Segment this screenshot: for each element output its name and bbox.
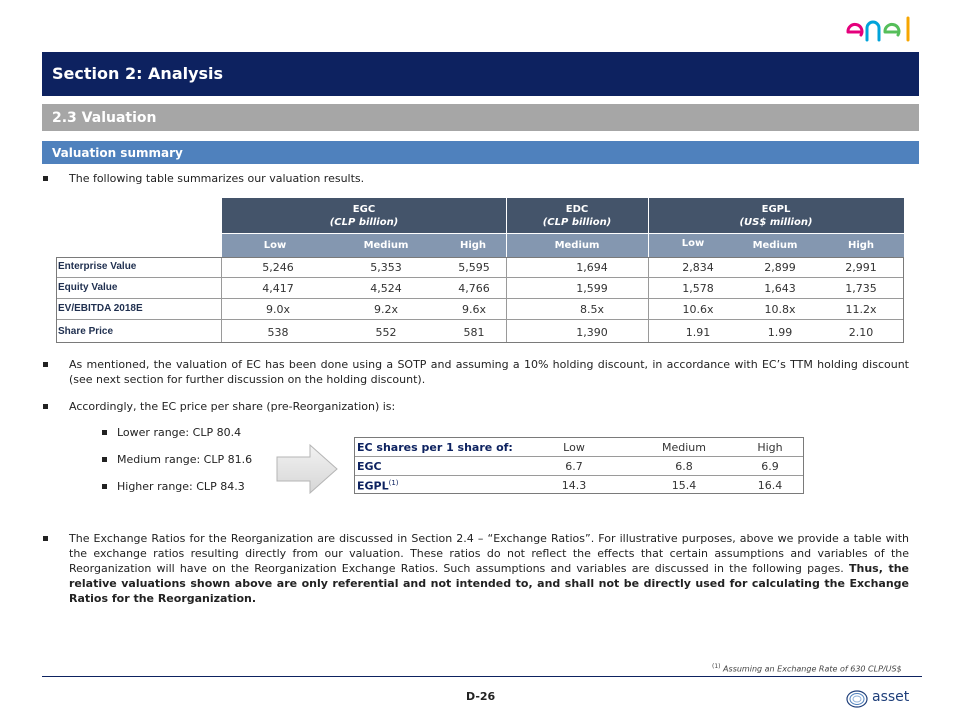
section-banner [42,52,919,96]
table-row [355,457,803,476]
column-header: Medium [554,240,600,251]
table-cell: 4,524 [370,282,402,295]
range-bullet-lower: Lower range: CLP 80.4 [91,425,291,440]
table-row [56,299,904,320]
valuation-table-body [56,257,904,343]
column-header: Low [563,441,585,454]
mention-bullet: As mentioned, the valuation of EC has been done using a SOTP and assuming a 10% holding discount, in accordance with EC’s TTM holding discount (see next section for further discussion on the holding discount). [43,357,909,387]
summary-banner [42,141,919,164]
footnote: $^{(1)}$ Assuming an Exchange Rate of 630 CLP/US$ [712,663,902,674]
table-cell: 2,834 [682,261,714,274]
table-row [355,476,803,495]
column-header: Medium [363,240,409,251]
table-row [56,278,904,299]
table-cell: 4,766 [458,282,490,295]
table-cell: 4,417 [262,282,294,295]
table-cell: 1,578 [682,282,714,295]
subsection-banner [42,104,919,131]
table-cell: 1,735 [845,282,877,295]
row-label: Enterprise Value [58,261,137,272]
bullet-icon [102,457,107,462]
group-header-edc: EDC (CLP billion) [542,204,612,228]
table-cell: 1.99 [767,326,793,339]
section-title: Section 2: Analysis [52,64,224,83]
row-label: Equity Value [58,282,118,293]
table-cell: 5,246 [262,261,294,274]
table-cell: 8.5x [579,303,604,316]
table-cell: 2,899 [764,261,796,274]
table-cell: 6.9 [761,460,779,473]
table-cell: 1,694 [576,261,608,274]
column-header: Low [263,240,287,251]
table-cell: 1,643 [764,282,796,295]
subsection-title: 2.3 Valuation [52,110,157,126]
footer-divider [42,676,922,677]
table-cell: 9.0x [265,303,290,316]
column-header: Medium [662,441,706,454]
table-cell: 10.8x [764,303,796,316]
table-cell: 538 [267,326,289,339]
column-header: Low [681,238,705,249]
row-label: Share Price [58,326,114,337]
table-cell: 14.3 [561,479,587,492]
table-cell: 1,599 [576,282,608,295]
column-header: High [847,240,875,251]
table-cell: 2,991 [845,261,877,274]
column-header: High [757,441,783,454]
table-cell: 9.2x [373,303,398,316]
exchange-bullet: The Exchange Ratios for the Reorganization are discussed in Section 2.4 – “Exchange Ratios”. For illustrative purposes, above we provide a table with the exchange ratios resulting directly from our valuation. These ratios do not reflect the effects that certain assumptions and variables of the Reorganization will have on the Reorganization Exchange Ratios. Such assumptions and variables are discussed in the following pages. Thus, the relative valuations shown above are only referential and not intended to, and shall not be directly used for calculating the Exchange Ratios for the Reorganization. [43,531,909,606]
table-header-row [355,438,803,457]
table-cell: 6.7 [565,460,583,473]
table-cell: 1.91 [685,326,711,339]
range-bullet-medium: Medium range: CLP 81.6 [91,452,291,467]
bullet-icon [43,404,48,409]
table-cell: 581 [463,326,485,339]
table-cell: 16.4 [757,479,783,492]
table-cell: 5,595 [458,261,490,274]
table-row [56,320,904,343]
group-header-egpl: EGPL (US$ million) [739,204,813,228]
svg-text:asset: asset [872,689,910,705]
right-arrow-icon [276,444,338,494]
column-header: Medium [752,240,798,251]
table-cell: 1,390 [576,326,608,339]
table-cell: 11.2x [845,303,877,316]
table-cell: 6.8 [675,460,693,473]
bullet-icon [43,176,48,181]
table-cell: 552 [375,326,397,339]
row-label: EGPL$^{(1)}$ [357,479,399,493]
table-header: EC shares per 1 share of: [357,441,513,454]
row-label: EGC [357,460,382,473]
table-cell: 10.6x [682,303,714,316]
bullet-icon [43,362,48,367]
table-cell: 9.6x [461,303,486,316]
bullet-icon [43,536,48,541]
enel-logo [844,14,920,44]
bullet-icon [102,430,107,435]
table-cell: 2.10 [848,326,874,339]
table-cell: 15.4 [671,479,697,492]
table-cell: 5,353 [370,261,402,274]
group-header-egc: EGC (CLP billion) [329,204,399,228]
summary-title: Valuation summary [52,146,183,160]
row-label: EV/EBITDA 2018E [58,303,143,314]
range-bullet-higher: Higher range: CLP 84.3 [91,479,291,494]
column-header: High [459,240,487,251]
table-row [56,257,904,278]
valuation-table-header [222,198,904,258]
accordingly-bullet: Accordingly, the EC price per share (pre-Reorganization) is: [43,399,909,414]
bullet-icon [102,484,107,489]
exchange-ratio-table [354,437,804,494]
asset-logo [845,683,923,711]
page-number: D-26 [466,690,496,703]
